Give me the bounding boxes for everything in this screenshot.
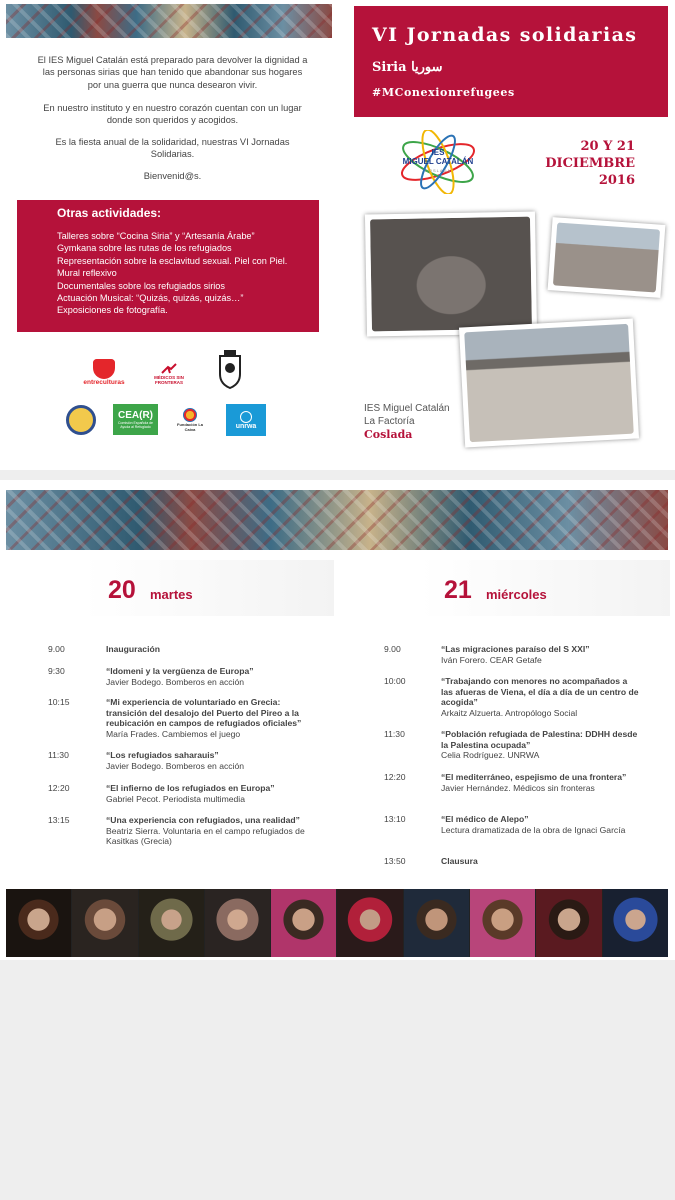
event-title: Inauguración bbox=[106, 644, 160, 654]
cear-logo bbox=[113, 404, 158, 435]
event-time: 13:50 bbox=[384, 856, 406, 866]
portrait-photo bbox=[470, 889, 536, 957]
entreculturas-label: entreculturas bbox=[83, 378, 125, 386]
date-month: DICIEMBRE bbox=[545, 156, 635, 171]
photo-students-courtyard bbox=[365, 212, 537, 337]
venue-school: IES Miguel Catalán bbox=[364, 403, 450, 414]
other-activities-heading: Otras actividades: bbox=[57, 206, 162, 220]
msf-runner-icon bbox=[160, 363, 178, 375]
photo-image bbox=[370, 217, 532, 332]
intro-paragraph-2: En nuestro instituto y en nuestro corazón cuentan con un lugar donde son queridos y acogidos. bbox=[43, 103, 302, 126]
activity-item: Representación sobre la esclavitud sexual. Piel con Piel. bbox=[57, 255, 288, 266]
event-date bbox=[545, 138, 635, 189]
event-speaker: Lectura dramatizada de la obra de Ignaci García bbox=[441, 824, 626, 835]
entreculturas-heart-icon bbox=[93, 359, 115, 379]
date-year: 2016 bbox=[598, 173, 635, 188]
event-speaker: Javier Hernández. Médicos sin fronteras bbox=[441, 782, 595, 793]
portrait-photo bbox=[337, 889, 403, 957]
entreculturas-logo bbox=[84, 356, 124, 388]
event-time: 11:30 bbox=[48, 750, 69, 760]
brochure-back bbox=[0, 480, 675, 960]
event-time: 13:10 bbox=[384, 814, 406, 824]
cear-label: CEA(R) bbox=[118, 410, 153, 421]
school-logo bbox=[392, 130, 484, 194]
intro-paragraph-1: El IES Miguel Catalán está preparado para devolver la dignidad a las personas sirias que han tenido que abandonar sus hogares por una guerra que nunca desearon vivir. bbox=[37, 55, 308, 90]
event-speaker: Javier Bodego. Bomberos en acción bbox=[106, 760, 245, 771]
other-activities-box bbox=[17, 200, 319, 332]
activity-item: Mural reflexivo bbox=[57, 268, 117, 279]
mosaic-banner-bottom bbox=[6, 490, 668, 550]
event-speaker: Iván Forero. CEAR Getafe bbox=[441, 654, 542, 665]
event-speaker: Beatriz Sierra. Voluntaria en el campo refugiados de Kasitkas (Grecia) bbox=[106, 825, 305, 847]
event-title: “Mi experiencia de voluntariado en Grecia: transición del desalojo del Puerto del Pireo a la reubicación en campos de refugiados oficiales” bbox=[106, 697, 302, 729]
event-speaker: Celia Rodríguez. UNRWA bbox=[441, 750, 540, 761]
event-title: “El mediterráneo, espejismo de una frontera” bbox=[441, 772, 627, 782]
event-speaker: Arkaitz Alzuerta. Antropólogo Social bbox=[441, 708, 578, 719]
event-title: “Población refugiada de Palestina: DDHH desde la Palestina ocupada” bbox=[441, 729, 638, 750]
event-title: Clausura bbox=[441, 856, 478, 866]
cear-sublabel: Comisión Española de Ayuda al Refugiado bbox=[117, 421, 154, 429]
day21-number: 21 bbox=[444, 576, 472, 604]
school-logo-text bbox=[392, 148, 484, 175]
brochure-front bbox=[0, 0, 675, 470]
event-title: VI Jornadas solidarias bbox=[372, 24, 638, 46]
coslada-crest-logo bbox=[216, 346, 244, 390]
event-time: 12:20 bbox=[48, 783, 70, 793]
fundacion-logo bbox=[172, 404, 208, 436]
event-title: “El médico de Alepo” bbox=[441, 814, 529, 824]
event-time: 9.00 bbox=[48, 644, 65, 654]
event-time: 13:15 bbox=[48, 815, 70, 825]
photo-students-refugees-word bbox=[548, 217, 666, 298]
school-logo-line2: MIGUEL CATALÁN bbox=[402, 157, 474, 166]
day21-header bbox=[420, 560, 670, 616]
event-title: “Los refugiados saharauis” bbox=[106, 750, 219, 760]
event-speaker: Gabriel Pecot. Periodista multimedia bbox=[106, 793, 245, 804]
date-days: 20 Y 21 bbox=[580, 139, 635, 154]
fundacion-star-icon bbox=[183, 408, 197, 422]
activity-item: Exposiciones de fotografía. bbox=[57, 305, 168, 316]
day21-weekday: miércoles bbox=[486, 587, 547, 602]
venue-city: Coslada bbox=[364, 428, 413, 441]
portrait-photo bbox=[536, 889, 602, 957]
activity-item: Actuación Musical: “Quizás, quizás, quizás…” bbox=[57, 293, 244, 304]
event-title: “Trabajando con menores no acompañados a las afueras de Viena, el día a día de un centro de acogida” bbox=[441, 676, 639, 708]
intro-paragraph-4: Bienvenid@s. bbox=[143, 171, 202, 181]
activity-item: Gymkana sobre las rutas de los refugiados bbox=[57, 243, 232, 254]
portrait-photo bbox=[404, 889, 470, 957]
event-hashtag: #MConexionrefugees bbox=[372, 86, 515, 99]
msf-label: MÉDICOS SIN FRONTERAS bbox=[154, 375, 184, 385]
unrwa-label: unrwa bbox=[235, 422, 257, 430]
portrait-photo bbox=[139, 889, 205, 957]
title-box bbox=[354, 6, 668, 117]
event-time: 11:30 bbox=[384, 729, 405, 739]
portrait-photo bbox=[603, 889, 668, 957]
photo-students-welcome-word bbox=[459, 319, 639, 448]
event-speaker: María Frades. Cambiemos el juego bbox=[106, 729, 241, 740]
event-title: “Las migraciones paraíso del S XXI” bbox=[441, 644, 590, 654]
event-time: 10:00 bbox=[384, 676, 406, 686]
school-logo-line3: COSLADA bbox=[424, 168, 452, 173]
event-speaker: Javier Bodego. Bomberos en acción bbox=[106, 676, 245, 687]
event-title: “Una experiencia con refugiados, una realidad” bbox=[106, 815, 300, 825]
activity-item: Talleres sobre “Cocina Siria” y “Artesanía Árabe” bbox=[57, 231, 255, 241]
event-time: 9.00 bbox=[384, 644, 401, 654]
school-logo-line1: IES bbox=[431, 148, 445, 157]
day20-weekday: martes bbox=[150, 587, 193, 602]
event-time: 9:30 bbox=[48, 666, 65, 676]
photo-image bbox=[553, 222, 660, 292]
portrait-photo bbox=[6, 889, 72, 957]
venue-place: La Factoría bbox=[364, 416, 415, 427]
day20-header bbox=[84, 560, 334, 616]
venue bbox=[364, 402, 450, 441]
event-title: “Idomeni y la vergüenza de Europa” bbox=[106, 666, 254, 676]
event-time: 12:20 bbox=[384, 772, 406, 782]
event-title: “El infierno de los refugiados en Europa” bbox=[106, 783, 275, 793]
photo-image bbox=[464, 324, 634, 442]
fundacion-label: Fundación La Caixa bbox=[177, 422, 203, 432]
portrait-photo bbox=[72, 889, 138, 957]
event-time: 10:15 bbox=[48, 697, 70, 707]
crest-icon bbox=[216, 346, 244, 390]
portrait-photo bbox=[205, 889, 271, 957]
msf-logo bbox=[144, 362, 194, 386]
portraits-strip bbox=[6, 889, 668, 957]
un-emblem-icon bbox=[240, 411, 252, 423]
unrwa-logo bbox=[226, 404, 266, 436]
portrait-photo bbox=[271, 889, 337, 957]
day20-number: 20 bbox=[108, 576, 136, 604]
round-seal-logo bbox=[66, 405, 96, 435]
mosaic-banner-top bbox=[6, 4, 332, 38]
intro-paragraph-3: Es la fiesta anual de la solidaridad, nuestras VI Jornadas Solidarias. bbox=[55, 137, 290, 160]
other-activities-list bbox=[57, 230, 319, 317]
activity-item: Documentales sobre los refugiados sirios bbox=[57, 280, 226, 291]
event-subtitle: Siria سوريا bbox=[372, 60, 443, 75]
